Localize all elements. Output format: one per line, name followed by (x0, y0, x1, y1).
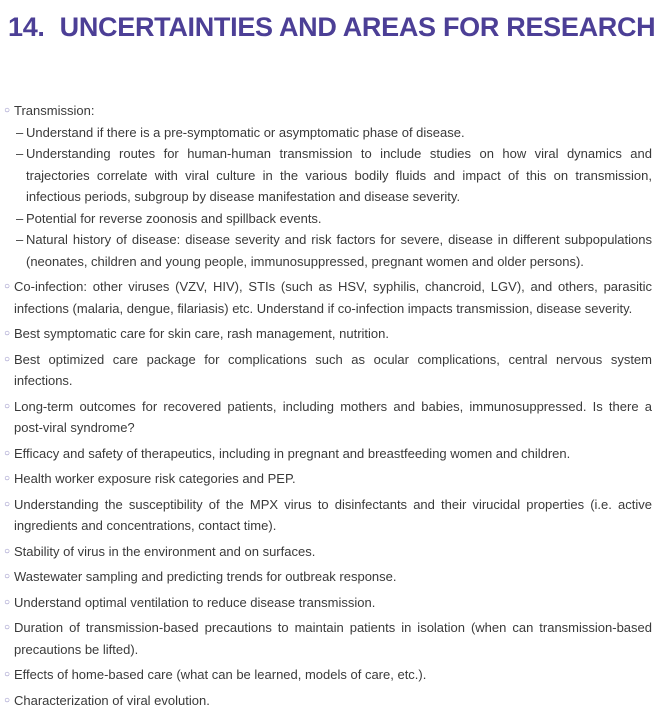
sub-list-item (16, 143, 652, 208)
list-item (4, 468, 652, 490)
list-item (4, 690, 652, 711)
section-heading (8, 12, 664, 43)
sub-list-item (16, 122, 652, 144)
sub-item-text: Understand if there is a pre-symptomatic or asymptomatic phase of disease. (26, 122, 652, 144)
list-item-text: Understand optimal ventilation to reduce disease transmission. (14, 592, 652, 614)
bullet-circle-icon: ○ (4, 100, 14, 272)
list-item-text: Duration of transmission-based precautions to maintain patients in isolation (when can transmission-based precautions be lifted). (14, 617, 652, 660)
list-item-text: Stability of virus in the environment and on surfaces. (14, 541, 652, 563)
list-item-text: Best optimized care package for complications such as ocular complications, central nervous system infections. (14, 349, 652, 392)
dash-bullet-icon: – (16, 208, 26, 230)
bullet-circle-icon: ○ (4, 323, 14, 345)
section-title: UNCERTAINTIES AND AREAS FOR RESEARCH (60, 12, 656, 43)
bullet-circle-icon: ○ (4, 349, 14, 392)
list-item-body (14, 100, 652, 272)
dash-bullet-icon: – (16, 122, 26, 144)
list-item (4, 443, 652, 465)
list-item-text: Wastewater sampling and predicting trends for outbreak response. (14, 566, 652, 588)
list-item (4, 494, 652, 537)
bullet-circle-icon: ○ (4, 276, 14, 319)
list-item (4, 617, 652, 660)
bullet-circle-icon: ○ (4, 468, 14, 490)
list-item-text: Efficacy and safety of therapeutics, including in pregnant and breastfeeding women and children. (14, 443, 652, 465)
list-item-text: Effects of home-based care (what can be learned, models of care, etc.). (14, 664, 652, 686)
list-item-text: Health worker exposure risk categories and PEP. (14, 468, 652, 490)
dash-bullet-icon: – (16, 143, 26, 208)
list-item (4, 566, 652, 588)
dash-bullet-icon: – (16, 229, 26, 272)
list-item (4, 349, 652, 392)
list-item (4, 323, 652, 345)
bullet-circle-icon: ○ (4, 617, 14, 660)
list-item (4, 664, 652, 686)
list-item-text: Long-term outcomes for recovered patients, including mothers and babies, immunosuppressed. Is there a post-viral syndrome? (14, 396, 652, 439)
sub-list-item (16, 229, 652, 272)
sub-item-text: Natural history of disease: disease severity and risk factors for severe, disease in different subpopulations (neonates, children and young people, immunosuppressed, pregnant women and older persons). (26, 229, 652, 272)
list-item (4, 276, 652, 319)
sub-item-text: Potential for reverse zoonosis and spillback events. (26, 208, 652, 230)
section-number: 14. (8, 12, 45, 43)
bullet-circle-icon: ○ (4, 690, 14, 711)
bullet-circle-icon: ○ (4, 396, 14, 439)
list-item (4, 100, 652, 272)
list-item (4, 541, 652, 563)
list-item (4, 592, 652, 614)
bullet-circle-icon: ○ (4, 541, 14, 563)
sub-item-text: Understanding routes for human-human transmission to include studies on how viral dynamics and trajectories correlate with viral culture in the various bodily fluids and impact of this on transmission, infectious periods, subgroup by disease manifestation and disease severity. (26, 143, 652, 208)
list-item-text: Characterization of viral evolution. (14, 690, 652, 711)
list-item-text: Understanding the susceptibility of the MPX virus to disinfectants and their virucidal properties (i.e. active ingredients and concentrations, contact time). (14, 494, 652, 537)
list-item-text: Transmission: (14, 100, 652, 122)
document-page (0, 12, 664, 706)
bullet-circle-icon: ○ (4, 494, 14, 537)
bullet-circle-icon: ○ (4, 443, 14, 465)
sub-list-item (16, 208, 652, 230)
bullet-circle-icon: ○ (4, 566, 14, 588)
research-areas-list (0, 100, 664, 711)
list-item-text: Best symptomatic care for skin care, rash management, nutrition. (14, 323, 652, 345)
list-item-text: Co-infection: other viruses (VZV, HIV), STIs (such as HSV, syphilis, chancroid, LGV), and others, parasitic infections (malaria, dengue, filariasis) etc. Understand if co-infection impacts transmission, disease severity. (14, 276, 652, 319)
bullet-circle-icon: ○ (4, 664, 14, 686)
bullet-circle-icon: ○ (4, 592, 14, 614)
list-item (4, 396, 652, 439)
